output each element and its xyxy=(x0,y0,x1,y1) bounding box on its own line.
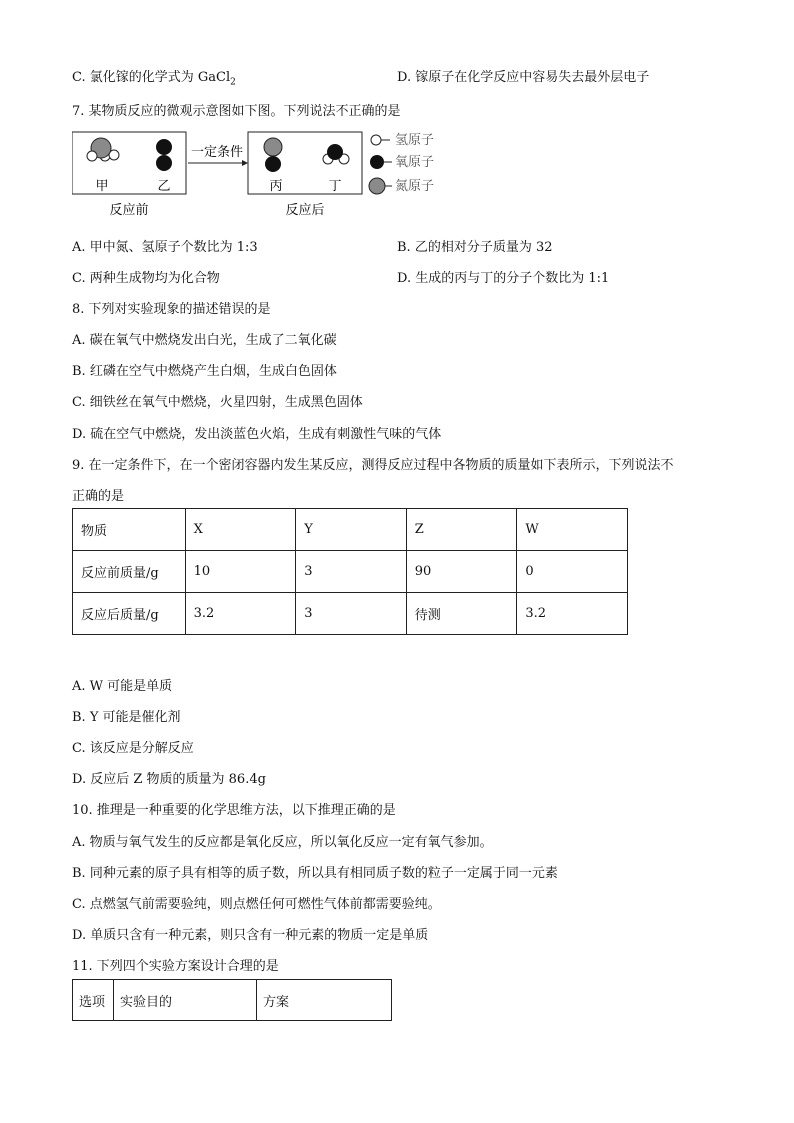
table-cell: 物质 xyxy=(73,509,186,551)
q10-option-c: C. 点燃氢气前需要验纯，则点燃任何可燃性气体前都需要验纯。 xyxy=(72,897,441,912)
oxygen-atom xyxy=(156,139,172,155)
q7-stem: 7. 某物质反应的微观示意图如下图。下列说法不正确的是 xyxy=(72,104,401,119)
q7-reaction-diagram xyxy=(72,124,452,220)
no-molecule xyxy=(264,138,282,172)
before-caption: 反应前 xyxy=(109,203,149,218)
label-bing: 丙 xyxy=(269,179,283,194)
oxygen-molecule xyxy=(156,139,172,171)
table-cell: Y xyxy=(296,509,407,551)
label-yi: 乙 xyxy=(157,179,171,194)
oxygen-atom xyxy=(327,144,343,160)
q8-option-a: A. 碳在氧气中燃烧发出白光，生成了二氧化碳 xyxy=(72,333,337,348)
legend xyxy=(369,133,434,194)
legend-oxygen: 氧原子 xyxy=(395,155,435,170)
table-cell: 0 xyxy=(517,551,628,593)
nitrogen-atom xyxy=(264,138,282,156)
table-row xyxy=(73,593,628,635)
q7-option-a: A. 甲中氮、氢原子个数比为 1:3 xyxy=(72,240,258,255)
legend-nitrogen-icon xyxy=(369,178,385,194)
table-cell: X xyxy=(185,509,296,551)
oxygen-atom xyxy=(265,156,281,172)
q6-option-c-text: C. 氯化镓的化学式为 GaCl xyxy=(72,70,231,85)
q11-stem: 11. 下列四个实验方案设计合理的是 xyxy=(72,959,279,974)
table-cell: 3.2 xyxy=(185,593,296,635)
q10-option-d: D. 单质只含有一种元素，则只含有一种元素的物质一定是单质 xyxy=(72,928,429,943)
table-cell: 3 xyxy=(296,593,407,635)
ammonia-molecule xyxy=(87,138,119,161)
table-cell: 90 xyxy=(406,551,517,593)
q9-mass-table xyxy=(72,508,628,635)
table-cell: 3.2 xyxy=(517,593,628,635)
q6-option-c xyxy=(72,66,236,88)
legend-hydrogen-icon xyxy=(371,135,381,145)
q7-option-c: C. 两种生成物均为化合物 xyxy=(72,271,220,286)
q10-option-b: B. 同种元素的原子具有相等的质子数，所以具有相同质子数的粒子一定属于同一元素 xyxy=(72,866,558,881)
after-caption: 反应后 xyxy=(285,203,325,218)
table-header-cell: 实验目的 xyxy=(114,980,257,1021)
legend-oxygen-icon xyxy=(370,155,384,169)
table-header-cell: 选项 xyxy=(73,980,114,1021)
table-cell: 10 xyxy=(185,551,296,593)
q9-option-c: C. 该反应是分解反应 xyxy=(72,741,194,756)
table-row xyxy=(73,980,392,1021)
label-jia: 甲 xyxy=(95,179,109,194)
q9-stem-line1: 9. 在一定条件下，在一个密闭容器内发生某反应，测得反应过程中各物质的质量如下表所示，下列说法不 xyxy=(72,458,674,473)
q8-option-b: B. 红磷在空气中燃烧产生白烟，生成白色固体 xyxy=(72,364,337,379)
table-cell: W xyxy=(517,509,628,551)
hydrogen-atom xyxy=(87,151,97,161)
oxygen-atom xyxy=(156,155,172,171)
table-cell: 反应前质量/g xyxy=(73,551,186,593)
q7-option-b: B. 乙的相对分子质量为 32 xyxy=(397,240,553,255)
table-cell: 反应后质量/g xyxy=(73,593,186,635)
legend-nitrogen: 氮原子 xyxy=(395,179,435,194)
q8-option-d: D. 硫在空气中燃烧，发出淡蓝色火焰，生成有刺激性气味的气体 xyxy=(72,427,442,442)
q7-option-d: D. 生成的丙与丁的分子个数比为 1:1 xyxy=(397,271,610,286)
q6-option-c-subscript: 2 xyxy=(230,77,236,88)
water-molecule xyxy=(323,144,349,164)
q9-option-d: D. 反应后 Z 物质的质量为 86.4g xyxy=(72,772,266,787)
table-row xyxy=(73,509,628,551)
condition-label: 一定条件 xyxy=(190,145,244,160)
table-cell: Z xyxy=(406,509,517,551)
table-cell: 3 xyxy=(296,551,407,593)
q8-option-c: C. 细铁丝在氧气中燃烧，火星四射，生成黑色固体 xyxy=(72,395,363,410)
table-header-cell: 方案 xyxy=(257,980,392,1021)
q10-stem: 10. 推理是一种重要的化学思维方法，以下推理正确的是 xyxy=(72,803,396,818)
q9-option-a: A. W 可能是单质 xyxy=(72,679,173,694)
table-row xyxy=(73,551,628,593)
q11-table xyxy=(72,979,392,1021)
table-cell: 待测 xyxy=(406,593,517,635)
legend-hydrogen: 氢原子 xyxy=(395,133,435,148)
q9-option-b: B. Y 可能是催化剂 xyxy=(72,710,181,725)
arrow-head xyxy=(242,160,248,166)
q8-stem: 8. 下列对实验现象的描述错误的是 xyxy=(72,302,271,317)
q9-stem-line2: 正确的是 xyxy=(72,489,125,504)
q6-option-d: D. 镓原子在化学反应中容易失去最外层电子 xyxy=(397,70,650,85)
label-ding: 丁 xyxy=(328,179,342,194)
q10-option-a: A. 物质与氧气发生的反应都是氧化反应，所以氧化反应一定有氧气参加。 xyxy=(72,835,493,850)
